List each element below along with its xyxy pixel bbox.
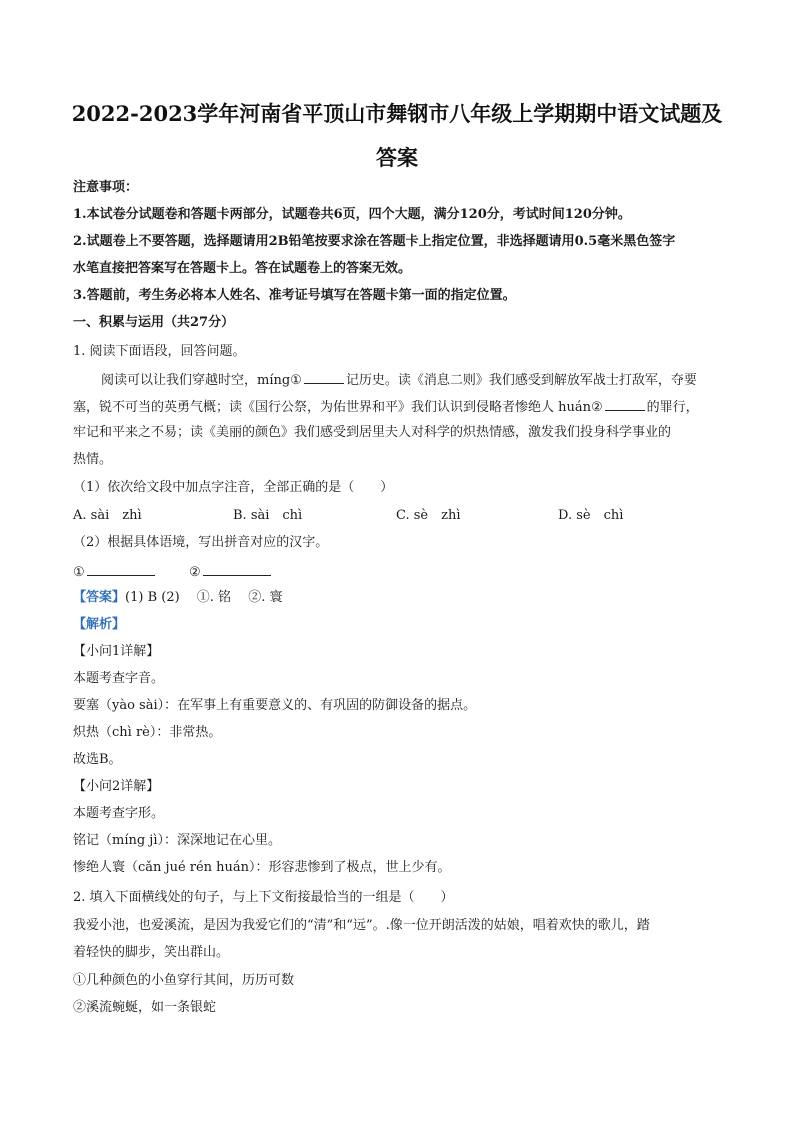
q1-passage-line-4: 热情。 [73,452,113,467]
answer-tag: 【答案】 [73,590,126,605]
answer-blank-1 [87,561,155,576]
title-line-1: 2022-2023学年河南省平顶山市舞钢市八年级上学期期中语文试题及 [71,101,723,126]
q1-passage-text: 的罪行， [646,400,699,415]
blank-label-2: ② [188,565,201,580]
q2-passage-line-1: 我爱小池，也爱溪流，是因为我爱它们的“清”和“远”。.像一位开朗活泼的姑娘，唱着欢快的歌儿，踏 [73,918,650,933]
q1-subquestion-2: （2）根据具体语境，写出拼音对应的汉字。 [73,535,329,550]
sub2-detail-heading: 【小问2详解】 [73,779,160,794]
notice-3: 3.答题前，考生务必将本人姓名、准考证号填写在答题卡第一面的指定位置。 [73,288,516,303]
blank-2 [605,396,645,411]
title-line-2: 答案 [376,145,418,170]
document-title [60,92,734,180]
sub1-line: 故选B。 [73,752,122,767]
option-b: B. sài chì [233,508,303,523]
notice-2: 2.试题卷上不要答题，选择题请用2B铅笔按要求涂在答题卡上指定位置，非选择题请用0.5毫米黑色签字 [73,234,676,249]
answer-text: (1) B (2) ①. 铭 ②. 寰 [125,590,283,605]
notice-heading: 注意事项： [73,180,139,195]
sub1-line: 炽热（chì rè）：非常热。 [73,725,222,740]
q1-passage-text: 塞，锐不可当的英勇气概；读《国行公祭，为佑世界和平》我们认识到侵略者惨绝人 huán② [73,400,603,415]
option-c: C. sè zhì [396,508,461,523]
q1-answer-blanks [73,561,273,583]
question-2-stem: 2. 填入下面横线处的句子，与上下文衔接最恰当的一组是（ ） [73,890,454,905]
sub2-line: 本题考查字形。 [73,806,165,821]
notice-1: 1.本试卷分试题卷和答题卡两部分，试题卷共6页，四个大题，满分120分，考试时间120分钟。 [73,207,631,222]
blank-label-1: ① [73,565,85,580]
q2-item: ①几种颜色的小鱼穿行其间，历历可数 [73,973,295,988]
blank-1 [304,369,344,384]
sub2-line: 铭记（míng jì）：深深地记在心里。 [73,833,282,848]
q1-passage-text: 阅读可以让我们穿越时空，míng① [101,373,302,388]
q2-passage-line-2: 着轻快的脚步，笑出群山。 [73,945,230,960]
notice-2-cont: 水笔直接把答案写在答题卡上。答在试题卷上的答案无效。 [73,261,412,276]
analysis-tag: 【解析】 [73,617,126,632]
sub2-line: 惨绝人寰（cǎn jué rén huán）：形容悲惨到了极点，世上少有。 [73,860,451,875]
question-1-stem: 1. 阅读下面语段，回答问题。 [73,344,246,359]
q1-passage-line-2 [73,396,699,418]
sub1-detail-heading: 【小问1详解】 [73,644,160,659]
sub1-line: 本题考查字音。 [73,671,165,686]
q1-passage-line-1 [101,369,697,391]
q1-passage-text: 记历史。读《消息二则》我们感受到解放军战士打敌军，夺要 [345,373,697,388]
section-1-heading: 一、积累与运用（共27分） [73,315,235,330]
sub1-line: 要塞（yào sài）：在军事上有重要意义的、有巩固的防御设备的据点。 [73,698,477,713]
q2-item: ②溪流蜿蜒，如一条银蛇 [73,1000,217,1015]
answer-blank-2 [203,561,271,576]
q1-passage-line-3: 牢记和平来之不易；读《美丽的颜色》我们感受到居里夫人对科学的炽热情感，激发我们投身科学事业的 [73,425,672,440]
option-d: D. sè chì [558,508,624,523]
option-a: A. sài zhì [73,508,142,523]
q1-subquestion-1: （1）依次给文段中加点字注音，全部正确的是（ ） [73,480,394,495]
answer-line [73,588,282,608]
